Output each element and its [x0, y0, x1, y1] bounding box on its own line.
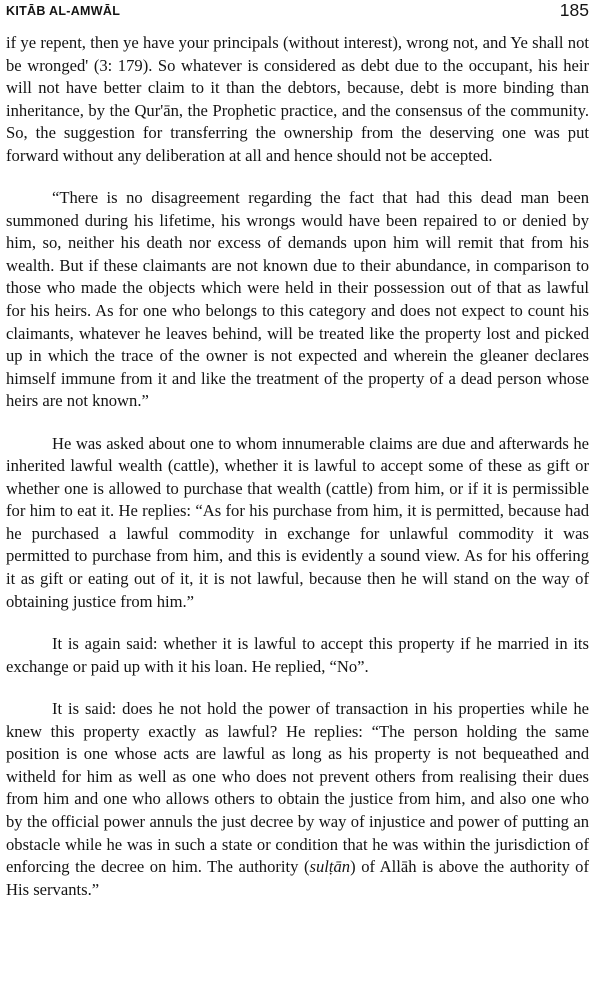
paragraph-3: He was asked about one to whom innumerable claims are due and afterwards he inherited lawful wealth (cattle), whether it is lawful to accept some of these as gift or whether one is allowed to purchase that wealth (cattle) from him, or if it is permissible for him to eat it. He replies: “As for his purchase from him, it is permitted, because had he purchased a lawful commodity in exchange for unlawful commodity it was permitted to purchase from him, and this is evidently a sound view. As for his offering it as gift or eating out of it, it is not lawful, because then he will stand on the way of obtaining justice from him.”: [6, 433, 589, 611]
running-head: KITĀB AL-AMWĀL: [6, 4, 121, 18]
italic-term: sulṭān: [309, 857, 351, 877]
page-header: [6, 0, 589, 32]
page-number: 185: [559, 0, 589, 20]
paragraph-5-text-after: ) of Allāh is above the authority of His servants.”: [6, 857, 589, 899]
paragraph-1: if ye repent, then ye have your principals (without interest), wrong not, and Ye shall not be wronged' (3: 179). So whatever is considered as debt due to the occupant, his heir will not have better claim to it than the debtors, because, debt is more binding than inheritance, by the Qur'ān, the Prophetic practice, and the consensus of the community. So, the suggestion for transferring the ownership from the deserving one was put forward without any deliberation at all and hence should not be accepted.: [6, 33, 589, 165]
paragraph-5: [6, 698, 589, 901]
paragraph-2: “There is no disagreement regarding the fact that had this dead man been summoned during his lifetime, his wrongs would have been repaired to or denied by him, so, neither his death nor excess of demands upon him will remit that from his wealth. But if these claimants are not known due to their abundance, in comparison to those who made the objects which were held in their possession out of that as lawful for his heirs. As for one who belongs to this category and does not expect to count his claimants, whatever he leaves behind, will be treated like the property lost and picked up in which the trace of the owner is not expected and wherein the gleaner declares himself immune from it and like the treatment of the property of a dead person whose heirs are not known.”: [6, 188, 589, 411]
paragraph-4: It is again said: whether it is lawful to accept this property if he married in its exchange or paid up with it his loan. He replied, “No”.: [6, 634, 589, 676]
paragraph-5-text-before: It is said: does he not hold the power of transaction in his properties while he knew this property exactly as lawful? He replies: “The person holding the same position is one whose acts are lawful as long as his property is not bequeathed and witheld for him as well as one who does not prevent others from realising their dues from him and one who allows others to obtain the justice from him, and also one who by the official power annuls the just decree by way of injustice and power of putting an obstacle while he was in such a state or condition that he was within the jurisdiction of enforcing the decree on him. The authority (: [6, 699, 589, 877]
body-text: [6, 32, 589, 901]
